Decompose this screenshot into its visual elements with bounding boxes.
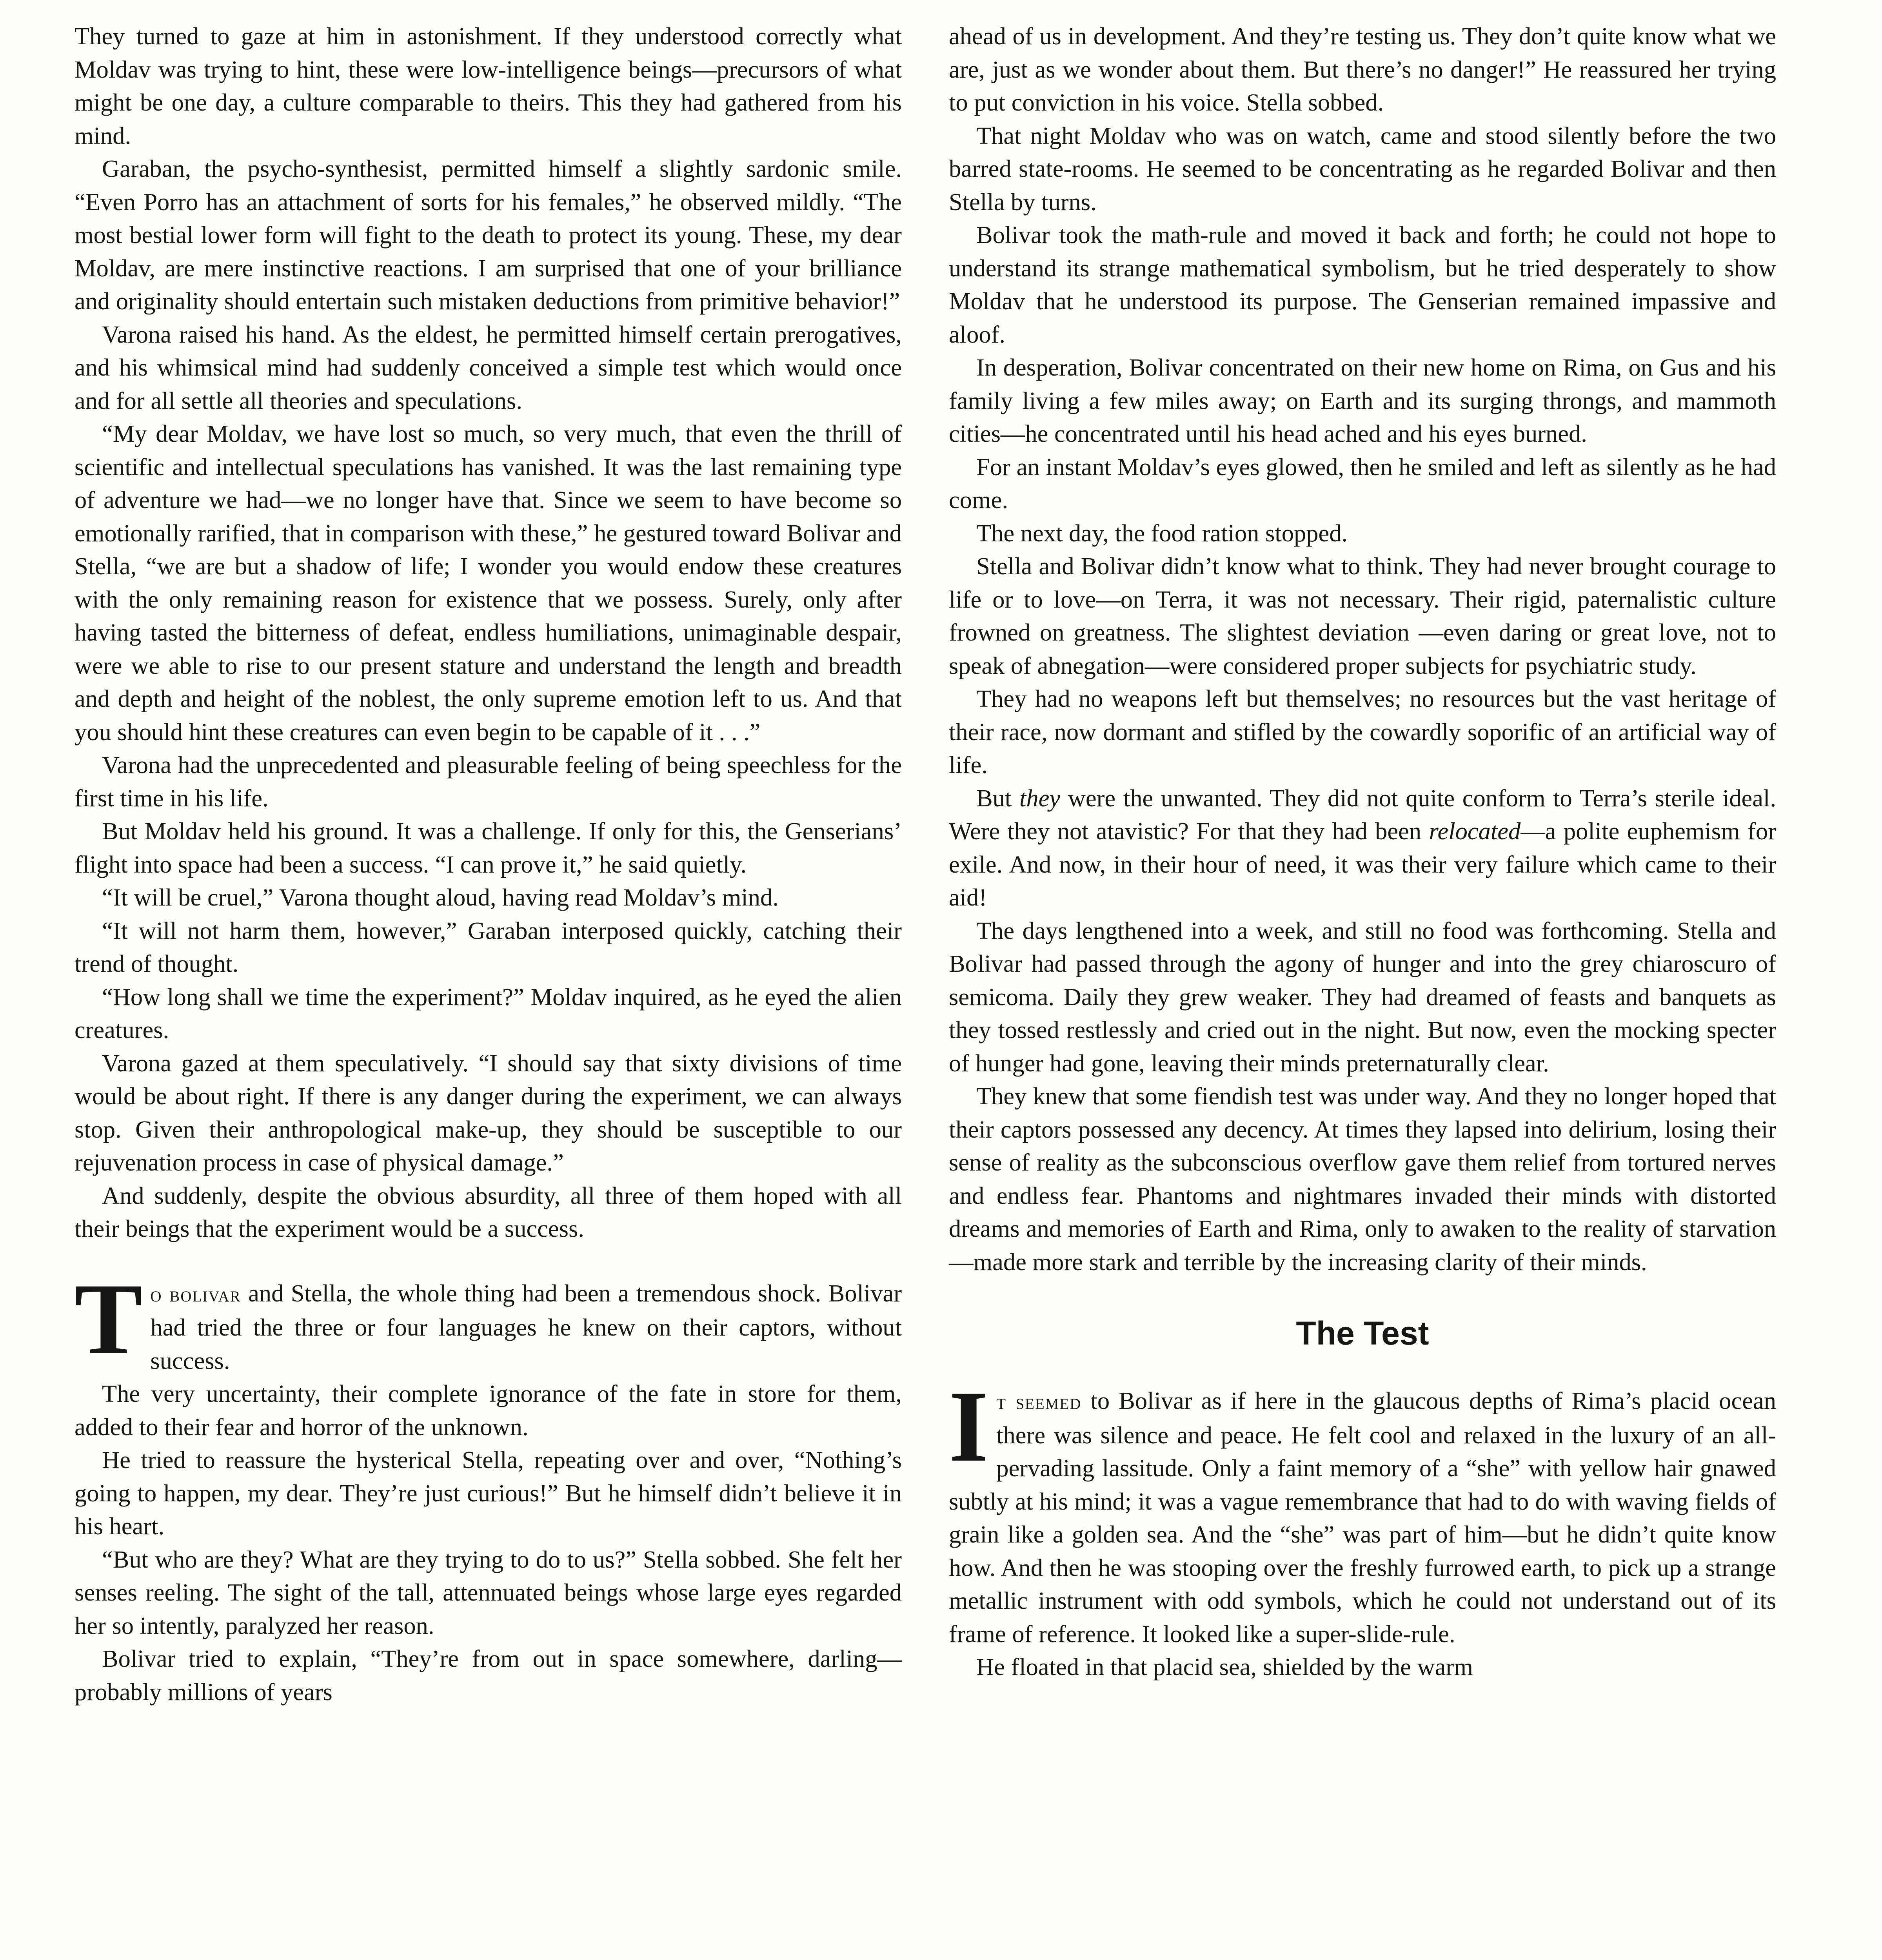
paragraph: They knew that some fiendish test was under way. And they no longer hoped that their captors possessed any decency. At times they lapsed into delirium, losing their sense of reality as the subconscious overflow gave them relief from tortured nerves and endless fear. Phantoms and nightmares invaded their minds with distorted dreams and memories of Earth and Rima, only to awaken to the reality of starvation—made more stark and terrible by the increasing clarity of their minds.: [949, 1082, 1776, 1276]
paragraph: He tried to reassure the hysterical Stella, repeating over and over, “Nothing’s going to happen, my dear. They’re just curious!” But he himself didn’t believe it in his heart.: [74, 1446, 902, 1540]
italic-run: relocated: [1429, 817, 1521, 845]
text-run: But: [976, 784, 1019, 812]
paragraph: “My dear Moldav, we have lost so much, so very much, that even the thrill of scientific and intellectual speculations has vanished. It was the last remaining type of adventure we had—we no longer have that. Since we seem to have become so emotionally rarified, that in comparison with these,” he gestured toward Bolivar and Stella, “we are but a shadow of life; I wonder you would endow these creatures with the only remaining reason for existence that we possess. Surely, only after having tasted the bitterness of defeat, endless humiliations, unimaginable despair, were we able to rise to our present stature and understand the length and breadth and depth and height of the noblest, the only supreme emotion left to us. And that you should hint these creatures can even begin to be capable of it . . .”: [74, 420, 902, 746]
paragraph: “How long shall we time the experiment?” Moldav inquired, as he eyed the alien creatures.: [74, 983, 902, 1044]
paragraph: For an instant Moldav’s eyes glowed, then he smiled and left as silently as he had come.: [949, 453, 1776, 514]
paragraph: Varona had the unprecedented and pleasurable feeling of being speechless for the first time in his life.: [74, 751, 902, 812]
paragraph: They turned to gaze at him in astonishment. If they understood correctly what Moldav was trying to hint, these were low-intelligence beings—precursors of what might be one day, a culture comparable to theirs. This they had gathered from his mind.: [74, 22, 902, 149]
paragraph: “It will not harm them, however,” Garaban interposed quickly, catching their trend of thought.: [74, 916, 902, 977]
paragraph: That night Moldav who was on watch, came and stood silently before the two barred state-rooms. He seemed to be concentrating as he regarded Bolivar and then Stella by turns.: [949, 122, 1776, 216]
paragraph: The very uncertainty, their complete ignorance of the fate in store for them, added to their fear and horror of the unknown.: [74, 1380, 902, 1441]
paragraph: But Moldav held his ground. It was a challenge. If only for this, the Genserians’ flight into space had been a success. “I can prove it,” he said quietly.: [74, 817, 902, 878]
paragraph-with-italics: [949, 782, 1776, 914]
small-caps-lead: o bolivar: [150, 1282, 241, 1307]
text-run: —a polite euphemism for exile. And now, in their hour of need, it was their very failure which came to their aid!: [949, 817, 1776, 911]
small-caps-lead: t seemed: [996, 1390, 1082, 1414]
paragraph: The days lengthened into a week, and still no food was forthcoming. Stella and Bolivar had passed through the agony of hunger and into the grey chiaroscuro of semicoma. Daily they grew weaker. They had dreamed of feasts and banquets as they tossed restlessly and cried out in the night. But now, even the mocking specter of hunger had gone, leaving their minds preternaturally clear.: [949, 916, 1776, 1077]
paragraph: Bolivar tried to explain, “They’re from out in space somewhere, darling—probably millions of years: [74, 1645, 902, 1706]
paragraph: Varona gazed at them speculatively. “I should say that sixty divisions of time would be about right. If there is any danger during the experiment, we can always stop. Given their anthropological make-up, they should be susceptible to our rejuvenation process in case of physical damage.”: [74, 1049, 902, 1176]
left-column: [74, 20, 902, 1708]
section-heading: The Test: [1296, 1315, 1429, 1352]
paragraph: In desperation, Bolivar concentrated on their new home on Rima, on Gus and his family living a few miles away; on Earth and its surging throngs, and mammoth cities—he concentrated until his head ached and his eyes burned.: [949, 354, 1776, 447]
paragraph: Garaban, the psycho-synthesist, permitted himself a slightly sardonic smile. “Even Porro has an attachment of sorts for his females,” he observed mildly. “The most bestial lower form will fight to the death to protect its young. These, my dear Moldav, are mere instinctive reactions. I am surprised that one of your brilliance and originality should entertain such mistaken deductions from primitive behavior!”: [74, 155, 902, 315]
paragraph: “It will be cruel,” Varona thought aloud, having read Moldav’s mind.: [102, 884, 779, 911]
text-run: were the unwanted. They did not quite conform to Terra’s sterile ideal. Were they not atavistic? For that they had been: [949, 784, 1776, 845]
paragraph: ahead of us in development. And they’re testing us. They don’t quite know what we are, just as we wonder about them. But there’s no danger!” He reassured her trying to put conviction in his voice. Stella sobbed.: [949, 22, 1776, 116]
right-column: [949, 20, 1776, 1684]
paragraph-text: and Stella, the whole thing had been a tremendous shock. Bolivar had tried the three or four languages he knew on their captors, without success.: [150, 1279, 902, 1374]
paragraph: Varona raised his hand. As the eldest, he permitted himself certain prerogatives, and his whimsical mind had suddenly conceived a simple test which would once and for all settle all theories and speculations.: [74, 320, 902, 414]
drop-cap: T: [74, 1262, 143, 1376]
paragraph: Stella and Bolivar didn’t know what to think. They had never brought courage to life or to love—on Terra, it was not necessary. Their rigid, paternalistic culture frowned on greatness. The slightest deviation —even daring or great love, not to speak of abnegation—were considered proper subjects for psychiatric study.: [949, 552, 1776, 679]
paragraph: The next day, the food ration stopped.: [976, 519, 1348, 547]
paragraph: He floated in that placid sea, shielded by the warm: [976, 1653, 1473, 1681]
drop-cap: I: [949, 1370, 989, 1483]
paragraph: They had no weapons left but themselves; no resources but the vast heritage of their race, now dormant and stifled by the cowardly soporific of an artificial way of life.: [949, 685, 1776, 779]
dropcap-paragraph: [74, 1262, 902, 1377]
paragraph-text: to Bolivar as if here in the glaucous depths of Rima’s placid ocean there was silence and peace. He felt cool and relaxed in the luxury of an all-pervading lassitude. Only a faint memory of a “she” with yellow hair gnawed subtly at his mind; it was a vague remembrance that had to do with waving fields of grain like a golden sea. And the “she” was part of him—but he didn’t quite know how. And then he was stooping over the freshly furrowed earth, to pick up a strange metallic instrument with odd symbols, which he could not understand out of its frame of reference. It looked like a super-slide-rule.: [949, 1387, 1776, 1648]
paragraph: “But who are they? What are they trying to do to us?” Stella sobbed. She felt her senses reeling. The sight of the tall, attennuated beings whose large eyes regarded her so intently, paralyzed her reason.: [74, 1545, 902, 1639]
paragraph: Bolivar took the math-rule and moved it back and forth; he could not hope to understand its strange mathematical symbolism, but he tried desperately to show Moldav that he understood its purpose. The Genserian remained impassive and aloof.: [949, 221, 1776, 348]
italic-run: they: [1019, 784, 1061, 812]
paragraph: And suddenly, despite the obvious absurdity, all three of them hoped with all their beings that the experiment would be a success.: [74, 1181, 902, 1242]
dropcap-paragraph: [949, 1370, 1776, 1650]
